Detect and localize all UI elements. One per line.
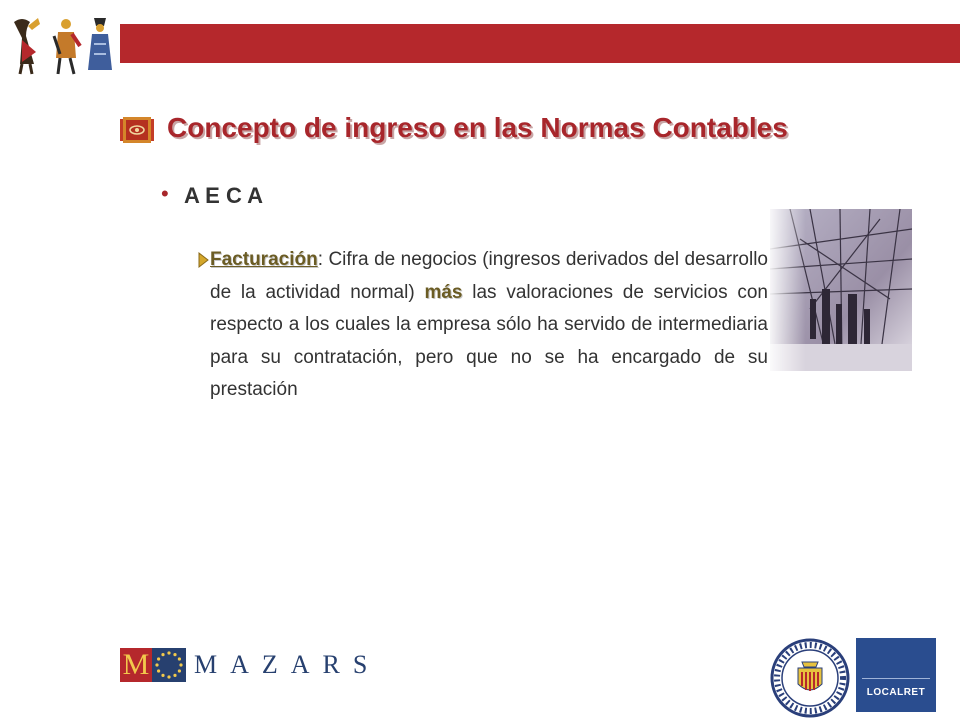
paragraph-text-2: las valoraciones de servicios con respecto a los cuales la empresa sólo ha servido de intermediaria para su contratación, pero que no se ha encargado de su prestación — [210, 281, 768, 400]
localret-divider — [862, 678, 930, 679]
term-mas: más — [424, 281, 463, 303]
term-facturacion: Facturación — [210, 249, 318, 270]
arrow-right-icon — [197, 252, 209, 268]
power-lines-photo — [770, 209, 912, 371]
mazars-m-badge — [120, 648, 152, 682]
mazars-m-letter: M — [122, 648, 150, 681]
stars-ring-icon — [152, 648, 186, 682]
bullet-heading: A E C A — [184, 183, 264, 208]
paragraph-text-1: : Cifra de negocios (ingresos derivados del desarrollo de la actividad normal) — [210, 249, 768, 303]
header-bar — [120, 24, 960, 63]
university-seal-logo — [770, 638, 850, 718]
figures-logo — [8, 14, 116, 78]
localret-logo — [856, 638, 936, 712]
definition-paragraph — [210, 244, 768, 407]
slide-title: Concepto de ingreso en las Normas Contables — [167, 112, 788, 143]
mazars-wordmark: MAZARS — [194, 650, 381, 679]
localret-wordmark: LOCALRET — [866, 687, 926, 698]
eye-badge-icon — [120, 117, 154, 143]
bullet-dot: • — [161, 181, 169, 206]
